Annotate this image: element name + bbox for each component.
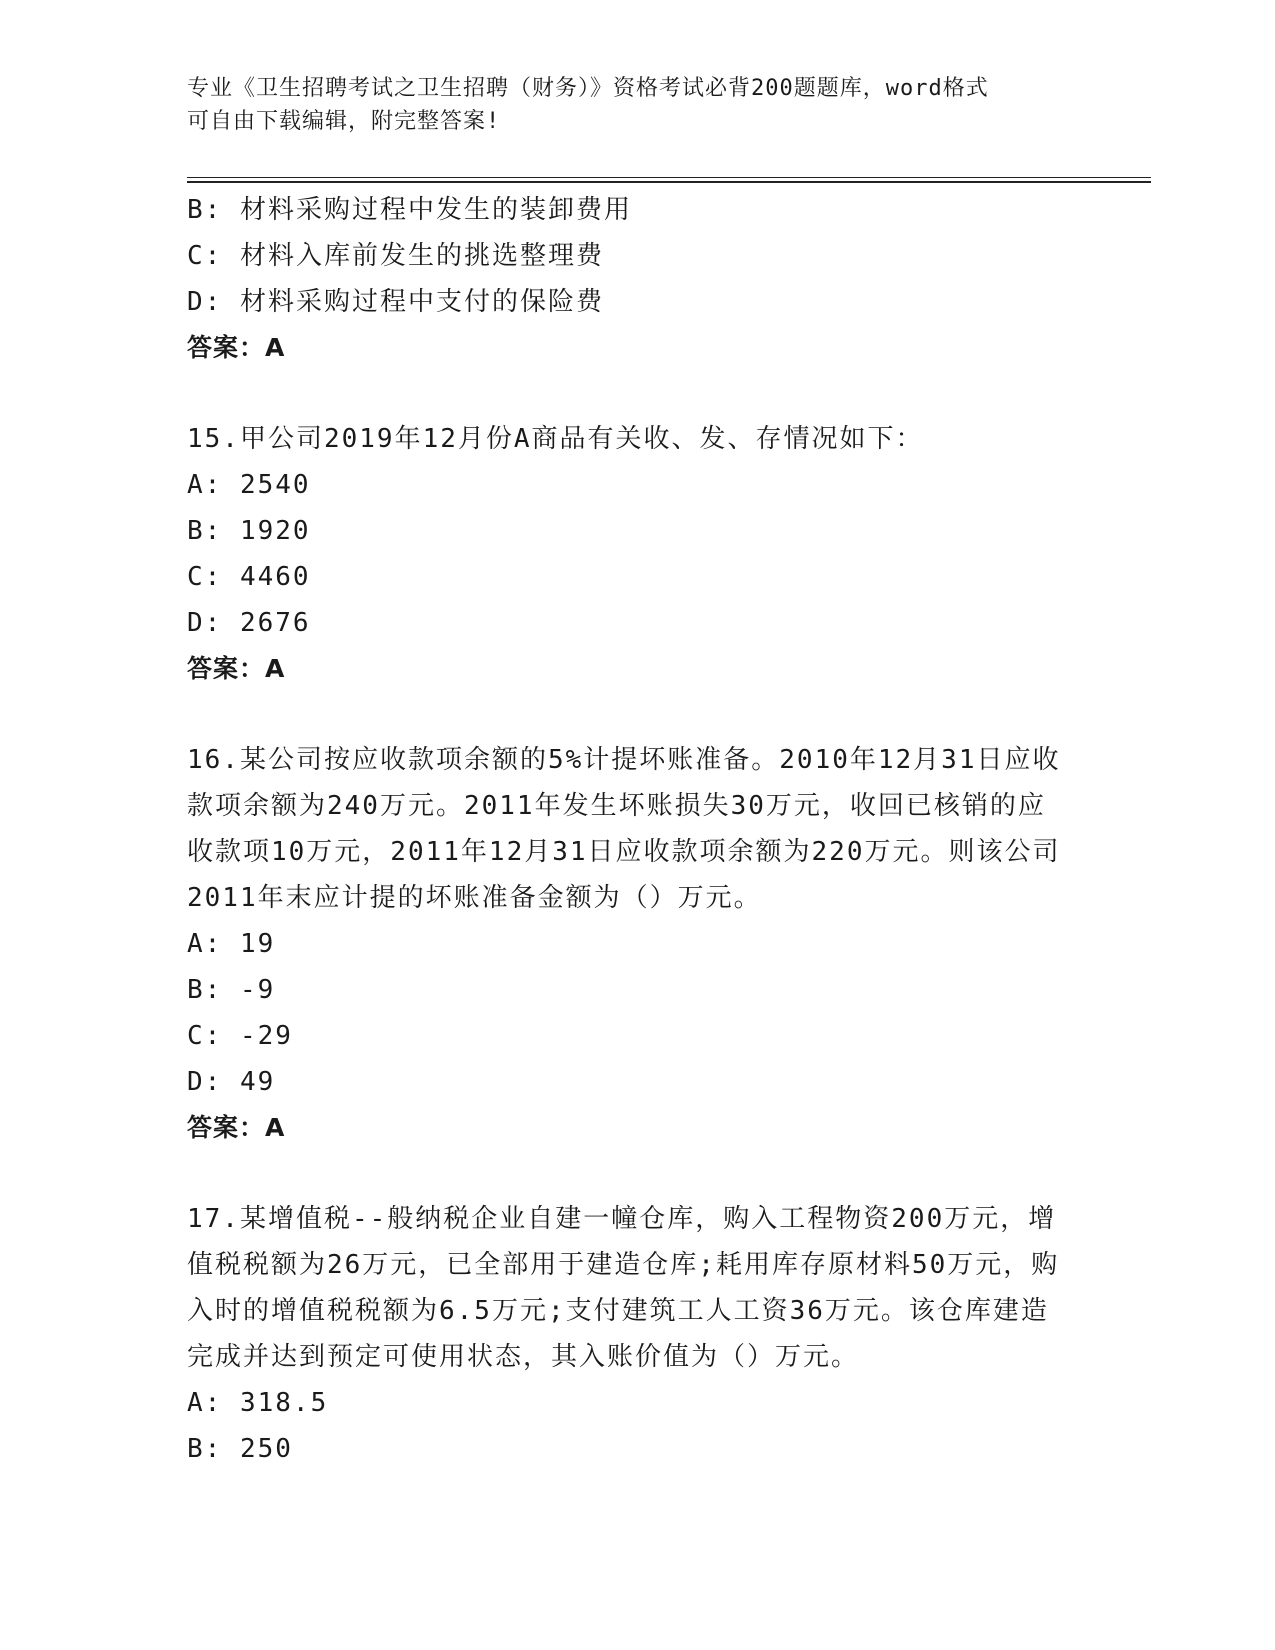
option-b: B: 250 <box>187 1434 293 1464</box>
answer-text: 答案：A <box>187 333 286 362</box>
question-stem: 16.某公司按应收款项余额的5%计提坏账准备。2010年12月31日应收款项余额为240万元。2011年发生坏账损失30万元，收回已核销的应收款项10万元，2011年12月31日应收款项余额为220万元。则该公司2011年末应计提的坏账准备金额为（）万元。 <box>187 745 1061 913</box>
option-d: D: 49 <box>187 1067 276 1097</box>
spacer <box>187 1151 1087 1196</box>
question-16 <box>187 737 1087 1151</box>
spacer <box>187 692 1087 737</box>
document-header <box>187 72 1087 138</box>
option-b: B: -9 <box>187 975 276 1005</box>
option-a: A: 318.5 <box>187 1388 329 1418</box>
option-b: B: 1920 <box>187 516 311 546</box>
question-15 <box>187 416 1087 692</box>
question-14 <box>187 187 1087 371</box>
option-b: B: 材料采购过程中发生的装卸费用 <box>187 195 632 225</box>
option-d: D: 材料采购过程中支付的保险费 <box>187 287 604 317</box>
header-line-2: 可自由下载编辑，附完整答案! <box>187 109 501 134</box>
question-stem: 17.某增值税--般纳税企业自建一幢仓库，购入工程物资200万元，增值税税额为26万元，已全部用于建造仓库;耗用库存原材料50万元，购入时的增值税税额为6.5万元;支付建筑工人工资36万元。该仓库建造完成并达到预定可使用状态，其入账价值为（）万元。 <box>187 1204 1060 1372</box>
header-line-1: 专业《卫生招聘考试之卫生招聘（财务）》资格考试必背200题题库，word格式 <box>187 76 989 101</box>
option-c: C: -29 <box>187 1021 293 1051</box>
spacer <box>187 371 1087 416</box>
option-c: C: 4460 <box>187 562 311 592</box>
header-divider-thick <box>187 181 1151 183</box>
option-c: C: 材料入库前发生的挑选整理费 <box>187 241 604 271</box>
header-divider-thin <box>187 177 1151 178</box>
question-17 <box>187 1196 1087 1472</box>
answer-text: 答案：A <box>187 654 286 683</box>
question-list <box>187 187 1087 1472</box>
answer-text: 答案：A <box>187 1113 286 1142</box>
option-a: A: 2540 <box>187 470 311 500</box>
option-a: A: 19 <box>187 929 276 959</box>
option-d: D: 2676 <box>187 608 311 638</box>
question-stem: 15.甲公司2019年12月份A商品有关收、发、存情况如下： <box>187 424 924 454</box>
